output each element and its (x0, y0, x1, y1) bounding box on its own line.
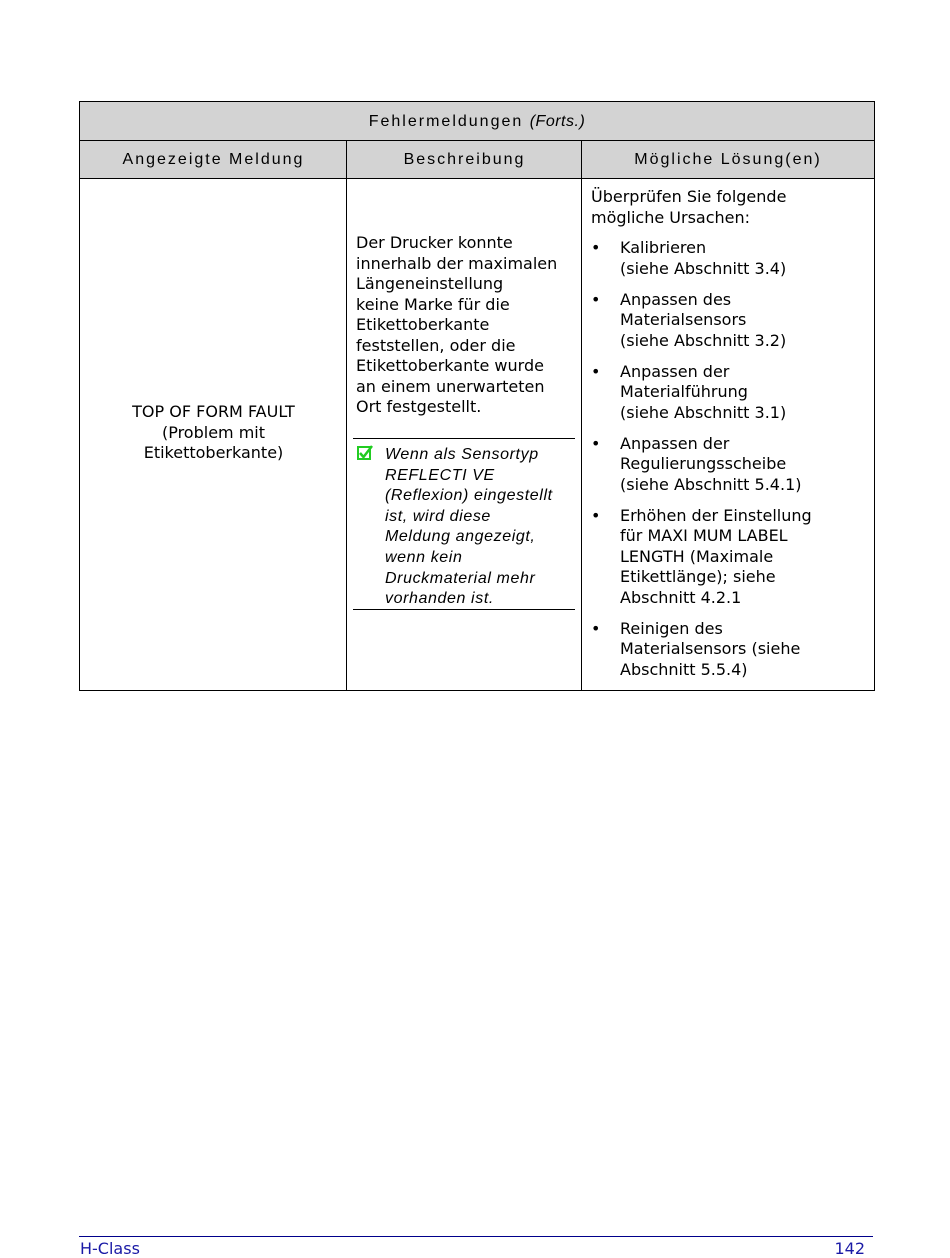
footer-product-name: H-Class (80, 1239, 140, 1258)
solution-line: Materialsensors (620, 310, 747, 329)
note-line: vorhanden ist. (385, 590, 494, 608)
column-divider (581, 141, 582, 690)
description-line: Der Drucker konnte (356, 233, 513, 252)
column-header-message: Angezeigte Meldung (122, 151, 305, 168)
bullet: • (591, 289, 601, 309)
solution-line: Anpassen des (620, 289, 732, 309)
bullet: • (591, 433, 601, 453)
bullet: • (591, 618, 601, 638)
list-item (591, 238, 861, 279)
note-line: wenn kein (385, 548, 463, 566)
note-box (353, 438, 575, 610)
solution-line: Anpassen der (620, 433, 730, 453)
checkbox-note-icon (357, 445, 373, 461)
list-item (591, 434, 861, 496)
column-header-row (80, 141, 874, 179)
solution-line: (siehe Abschnitt 5.4.1) (620, 474, 802, 494)
note-line: Wenn als Sensortyp (385, 446, 539, 463)
column-header-solutions: Mögliche Lösung(en) (634, 151, 822, 168)
list-item (591, 506, 861, 609)
list-item (591, 290, 861, 352)
intro-line: mögliche Ursachen: (591, 207, 751, 227)
solution-line: Anpassen der (620, 361, 730, 381)
solution-line: Etikettlänge); siehe (620, 567, 776, 586)
message-line: TOP OF FORM FAULT (132, 402, 295, 421)
description-line: innerhalb der maximalen (356, 253, 558, 273)
solution-line: (siehe Abschnitt 3.2) (620, 330, 787, 350)
solution-line: Reinigen des (620, 618, 723, 638)
solutions-intro (591, 187, 861, 228)
description-line: Etikettoberkante wurde (356, 356, 544, 375)
footer-page-number: 142 (834, 1239, 865, 1258)
solution-line: Regulierungsscheibe (620, 454, 787, 473)
description-line: feststellen, oder die (356, 335, 516, 355)
description-line: Längeneinstellung (356, 274, 504, 293)
solution-line: LENGTH (Maximale (620, 546, 774, 566)
table-title-suffix: (Forts.) (529, 113, 586, 130)
description-cell (356, 233, 576, 418)
description-line: keine Marke für die (356, 294, 510, 314)
solutions-list (591, 238, 861, 680)
message-line: Etikettoberkante) (143, 443, 284, 462)
solution-line: (siehe Abschnitt 3.1) (620, 402, 787, 422)
error-messages-table (79, 101, 875, 691)
note-text (385, 445, 577, 610)
description-line: an einem unerwarteten (356, 376, 545, 396)
bullet: • (591, 505, 601, 525)
solutions-cell (591, 187, 861, 691)
footer-divider (79, 1236, 873, 1237)
note-line: (Reflexion) eingestellt (385, 487, 553, 505)
message-line: (Problem mit (161, 422, 266, 442)
solution-line: (siehe Abschnitt 3.4) (620, 258, 787, 278)
solution-line: Kalibrieren (620, 238, 707, 257)
column-header-description: Beschreibung (403, 151, 526, 168)
description-line: Ort festgestellt. (356, 397, 482, 416)
solution-line: Abschnitt 5.5.4) (620, 659, 748, 679)
solution-line: für MAXI MUM LABEL (620, 526, 788, 545)
table-title-text: Fehlermeldungen (368, 113, 524, 130)
list-item (591, 619, 861, 681)
bullet: • (591, 238, 601, 257)
note-line: REFLECTI VE (385, 466, 495, 484)
solution-line: Materialführung (620, 382, 748, 401)
solution-line: Abschnitt 4.2.1 (620, 587, 742, 607)
displayed-message-cell (80, 402, 347, 464)
description-line: Etikettoberkante (356, 315, 490, 334)
note-line: Druckmaterial mehr (385, 569, 536, 587)
list-item (591, 362, 861, 424)
solution-line: Materialsensors (siehe (620, 639, 801, 658)
note-line: ist, wird diese (385, 507, 491, 525)
bullet: • (591, 361, 601, 381)
solution-line: Erhöhen der Einstellung (620, 505, 812, 525)
intro-line: Überprüfen Sie folgende (591, 187, 787, 206)
note-line: Meldung angezeigt, (385, 528, 536, 546)
table-title (80, 102, 874, 141)
